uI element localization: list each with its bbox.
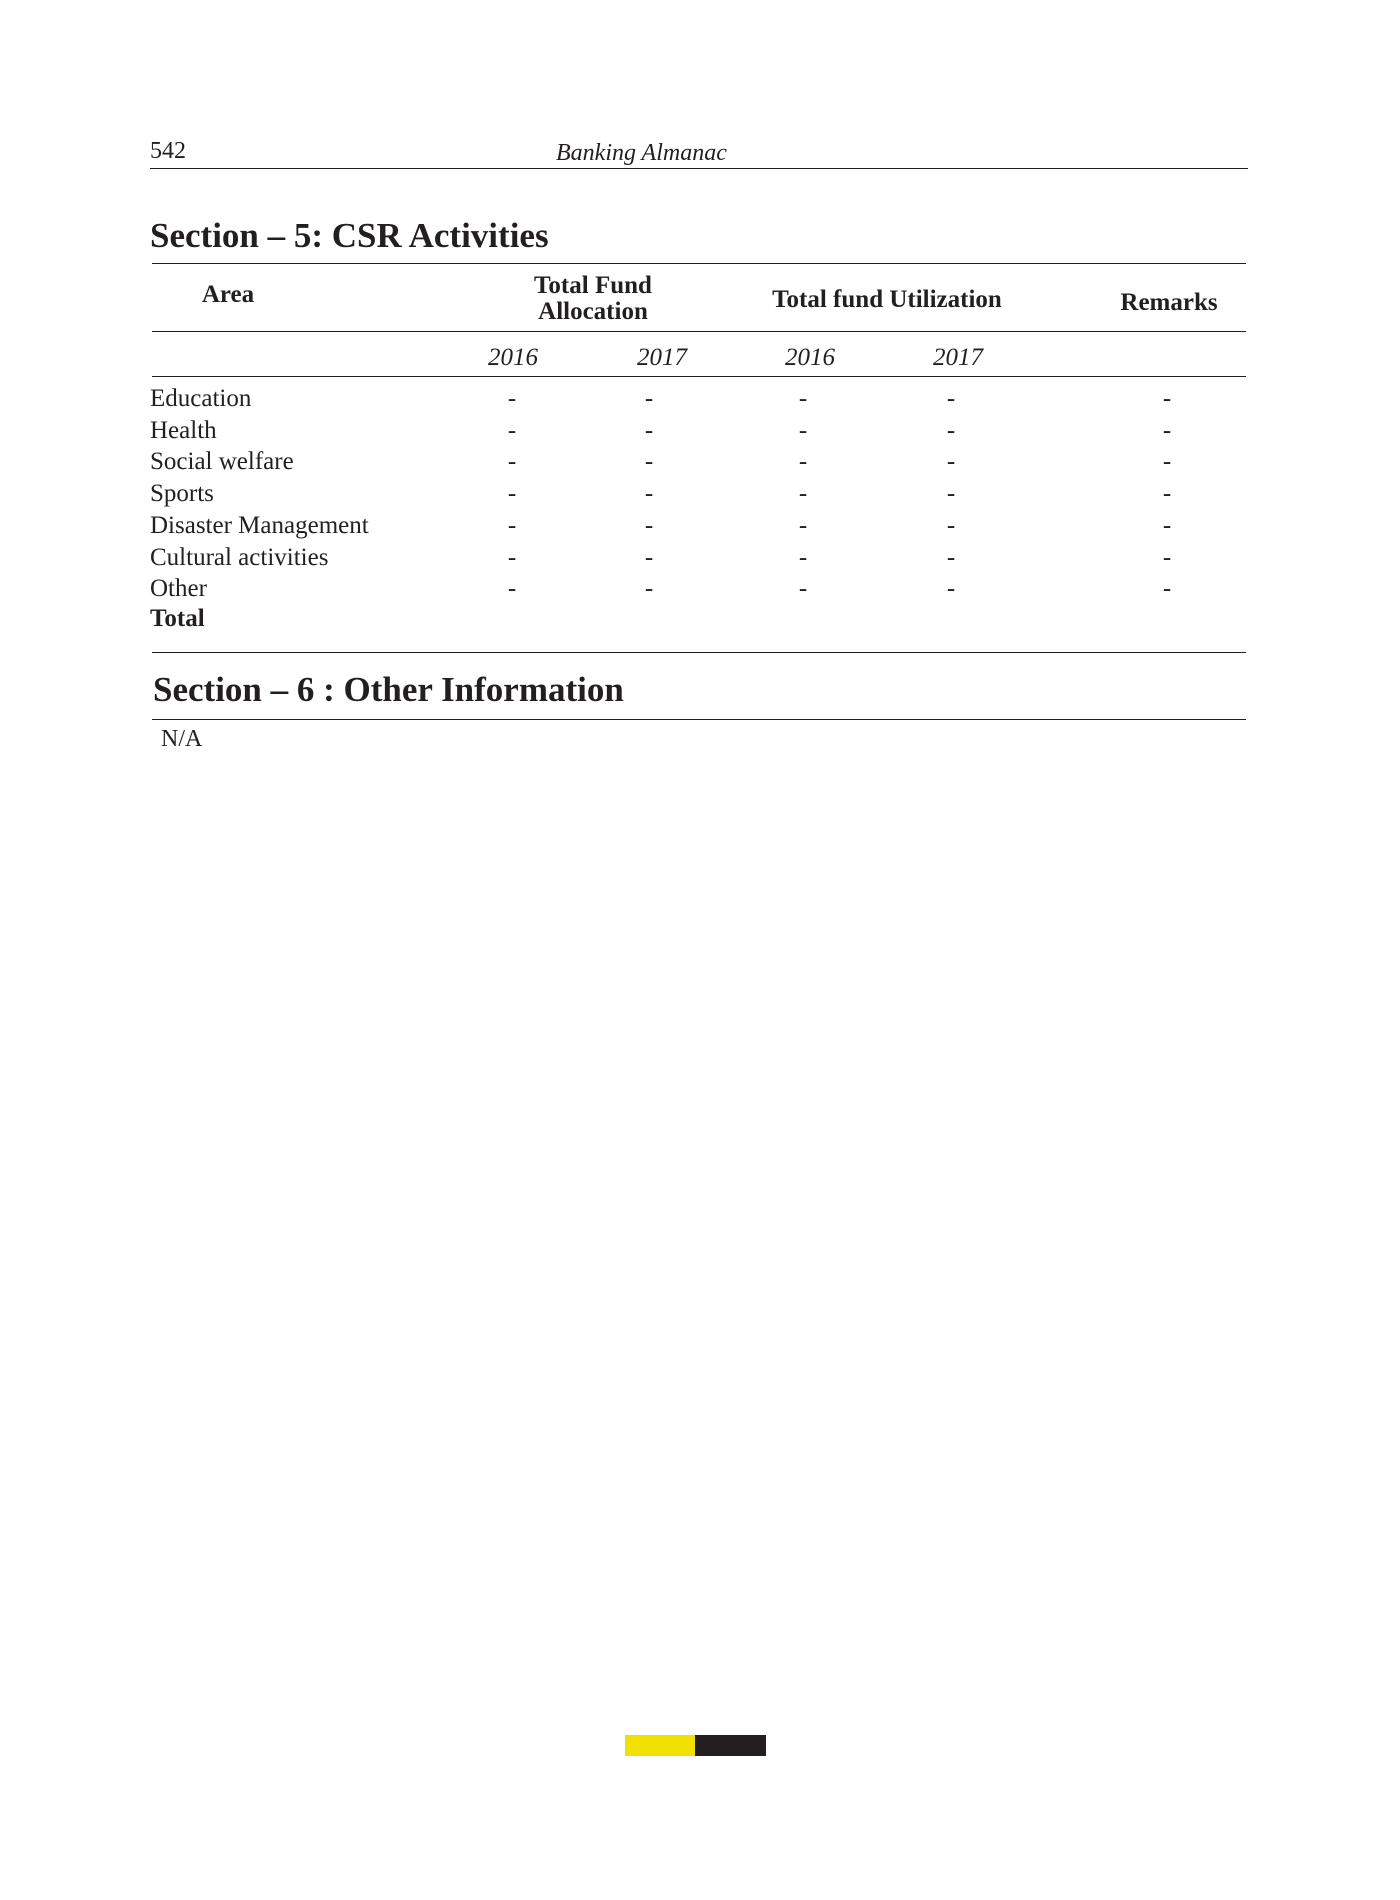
year-allocation-2017: 2017 <box>637 344 687 371</box>
cell-allocation-2017: - <box>644 448 654 475</box>
year-utilization-2017: 2017 <box>933 344 983 371</box>
column-header-utilization: Total fund Utilization <box>772 286 1002 313</box>
cell-remarks: - <box>1162 544 1172 571</box>
cell-remarks: - <box>1162 512 1172 539</box>
column-header-area: Area <box>201 281 255 308</box>
table-bottom-rule <box>152 652 1246 653</box>
section6-content: N/A <box>161 726 203 752</box>
cell-utilization-2017: - <box>946 480 956 507</box>
cell-allocation-2017: - <box>644 575 654 602</box>
cell-utilization-2017: - <box>946 385 956 412</box>
row-area-label: Other <box>150 575 207 602</box>
header-rule <box>150 168 1248 169</box>
page-number: 542 <box>150 138 186 164</box>
cell-allocation-2016: - <box>507 448 517 475</box>
cell-allocation-2017: - <box>644 480 654 507</box>
section6-title: Section – 6 : Other Information <box>153 670 624 709</box>
cell-allocation-2017: - <box>644 385 654 412</box>
cell-allocation-2016: - <box>507 575 517 602</box>
row-area-label: Sports <box>150 480 214 507</box>
cell-utilization-2017: - <box>946 417 956 444</box>
cell-remarks: - <box>1162 385 1172 412</box>
subheader-rule <box>152 376 1246 377</box>
table-top-rule <box>152 263 1246 264</box>
total-label: Total <box>150 605 205 632</box>
cell-allocation-2016: - <box>507 385 517 412</box>
running-title: Banking Almanac <box>556 140 727 166</box>
header-divider-rule <box>152 331 1246 332</box>
cell-allocation-2016: - <box>507 417 517 444</box>
cell-utilization-2016: - <box>798 575 808 602</box>
cell-allocation-2017: - <box>644 417 654 444</box>
year-utilization-2016: 2016 <box>785 344 835 371</box>
cell-utilization-2017: - <box>946 512 956 539</box>
cell-remarks: - <box>1162 575 1172 602</box>
footer-bar-black <box>695 1735 766 1756</box>
footer-color-bar <box>625 1735 766 1756</box>
column-header-remarks: Remarks <box>1120 289 1218 316</box>
row-area-label: Social welfare <box>150 448 294 475</box>
row-area-label: Education <box>150 385 252 412</box>
row-area-label: Health <box>150 417 217 444</box>
cell-utilization-2016: - <box>798 417 808 444</box>
cell-allocation-2017: - <box>644 512 654 539</box>
cell-utilization-2016: - <box>798 512 808 539</box>
section5-title: Section – 5: CSR Activities <box>150 216 549 255</box>
cell-utilization-2016: - <box>798 480 808 507</box>
column-header-allocation-line1: Total Fund <box>534 272 652 299</box>
cell-utilization-2017: - <box>946 575 956 602</box>
cell-utilization-2017: - <box>946 448 956 475</box>
cell-utilization-2017: - <box>946 544 956 571</box>
cell-allocation-2017: - <box>644 544 654 571</box>
cell-allocation-2016: - <box>507 480 517 507</box>
cell-allocation-2016: - <box>507 544 517 571</box>
cell-allocation-2016: - <box>507 512 517 539</box>
row-area-label: Disaster Management <box>150 512 369 539</box>
year-allocation-2016: 2016 <box>488 344 538 371</box>
footer-bar-yellow <box>625 1735 695 1756</box>
cell-remarks: - <box>1162 417 1172 444</box>
cell-remarks: - <box>1162 480 1172 507</box>
row-area-label: Cultural activities <box>150 544 329 571</box>
cell-remarks: - <box>1162 448 1172 475</box>
cell-utilization-2016: - <box>798 544 808 571</box>
column-header-allocation-line2: Allocation <box>538 298 648 325</box>
cell-utilization-2016: - <box>798 385 808 412</box>
cell-utilization-2016: - <box>798 448 808 475</box>
section6-rule <box>152 719 1246 720</box>
